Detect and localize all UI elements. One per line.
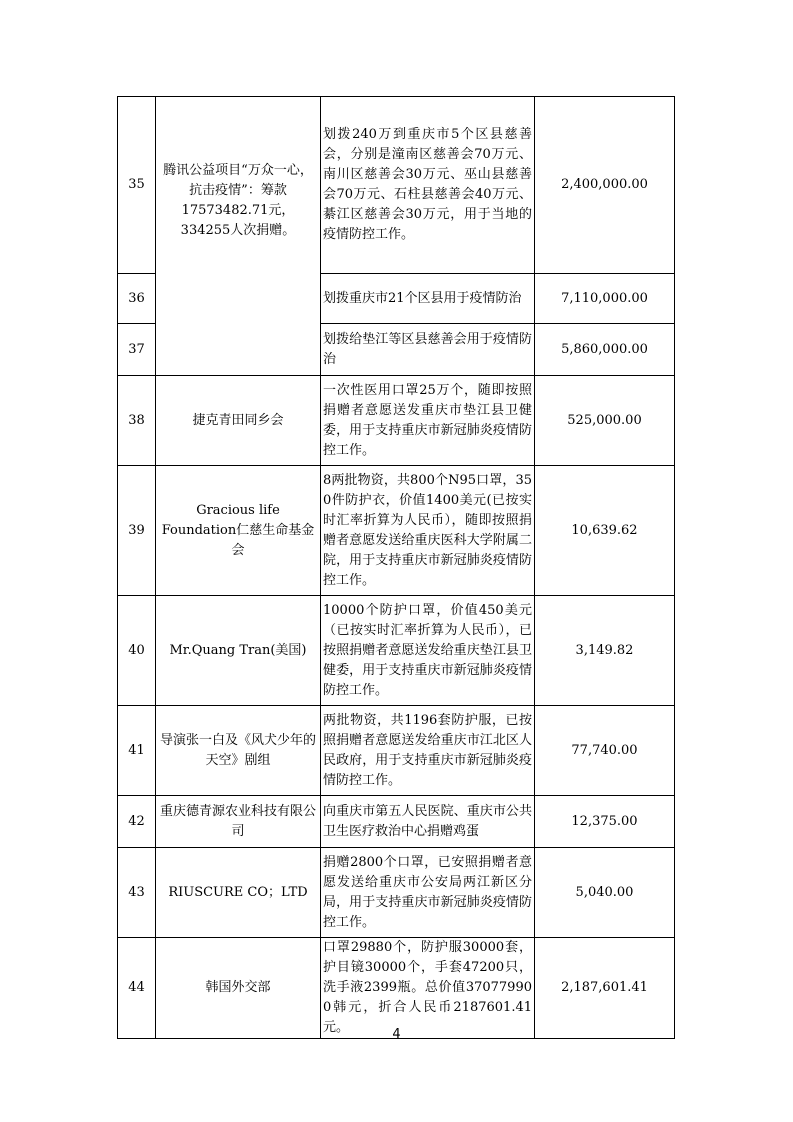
donation-amount: 5,860,000.00 (535, 324, 675, 376)
donation-amount: 5,040.00 (535, 848, 675, 938)
donation-description: 划拨240万到重庆市5个区县慈善会，分别是潼南区慈善会70万元、南川区慈善会30万元、巫山县慈善会70万元、石柱县慈善会40万元、綦江区慈善会30万元，用于当地的疫情防控工作。 (321, 97, 535, 274)
row-number: 43 (118, 848, 156, 938)
row-number: 37 (118, 324, 156, 376)
donation-amount: 2,187,601.41 (535, 938, 675, 1039)
donation-description: 划拨给垫江等区县慈善会用于疫情防治 (321, 324, 535, 376)
table-row (118, 848, 675, 938)
donation-table (117, 96, 675, 1039)
donation-amount: 3,149.82 (535, 596, 675, 706)
table-row (118, 466, 675, 596)
donation-description: 8两批物资，共800个N95口罩，350件防护衣，价值1400美元(已按实时汇率折算为人民币），随即按照捐赠者意愿发送给重庆医科大学附属二院，用于支持重庆市新冠肺炎疫情防控工作。 (321, 466, 535, 596)
donation-amount: 77,740.00 (535, 706, 675, 796)
table-row (118, 796, 675, 848)
donor-name: RIUSCURE CO；LTD (156, 848, 321, 938)
donation-description: 一次性医用口罩25万个，随即按照捐赠者意愿送发重庆市垫江县卫健委，用于支持重庆市新冠肺炎疫情防控工作。 (321, 376, 535, 466)
row-number: 42 (118, 796, 156, 848)
donor-name: 韩国外交部 (156, 938, 321, 1039)
page-number: 4 (392, 1027, 401, 1042)
donation-description: 两批物资，共1196套防护服，已按照捐赠者意愿送发给重庆市江北区人民政府，用于支持重庆市新冠肺炎疫情防控工作。 (321, 706, 535, 796)
donation-amount: 10,639.62 (535, 466, 675, 596)
row-number: 36 (118, 274, 156, 324)
row-number: 38 (118, 376, 156, 466)
donation-amount: 7,110,000.00 (535, 274, 675, 324)
donation-description: 10000个防护口罩，价值450美元（已按实时汇率折算为人民币），已按照捐赠者意愿送发给重庆垫江县卫健委，用于支持重庆市新冠肺炎疫情防控工作。 (321, 596, 535, 706)
donor-name: 导演张一白及《风犬少年的天空》剧组 (156, 706, 321, 796)
donor-name: Gracious life Foundation仁慈生命基金会 (156, 466, 321, 596)
table-row (118, 938, 675, 1039)
row-number: 41 (118, 706, 156, 796)
donation-description: 向重庆市第五人民医院、重庆市公共卫生医疗救治中心捐赠鸡蛋 (321, 796, 535, 848)
donation-description: 口罩29880个，防护服30000套，护目镜30000个，手套47200只，洗手液2399瓶。总价值370779900韩元，折合人民币2187601.41元。 (321, 938, 535, 1039)
row-number: 35 (118, 97, 156, 274)
table-row (118, 706, 675, 796)
donation-description: 划拨重庆市21个区县用于疫情防治 (321, 274, 535, 324)
table-row (118, 97, 675, 274)
donation-amount: 2,400,000.00 (535, 97, 675, 274)
row-number: 44 (118, 938, 156, 1039)
donor-name: Mr.Quang Tran(美国) (156, 596, 321, 706)
donation-amount: 525,000.00 (535, 376, 675, 466)
table-row (118, 376, 675, 466)
table-row (118, 596, 675, 706)
donor-name: 捷克青田同乡会 (156, 376, 321, 466)
row-number: 40 (118, 596, 156, 706)
donation-amount: 12,375.00 (535, 796, 675, 848)
row-number: 39 (118, 466, 156, 596)
donation-description: 捐赠2800个口罩，已安照捐赠者意愿发送给重庆市公安局两江新区分局，用于支持重庆市新冠肺炎疫情防控工作。 (321, 848, 535, 938)
donor-name: 重庆德青源农业科技有限公司 (156, 796, 321, 848)
donor-name: 腾讯公益项目“万众一心，抗击疫情”：筹款17573482.71元，334255人次捐赠。 (156, 97, 321, 376)
